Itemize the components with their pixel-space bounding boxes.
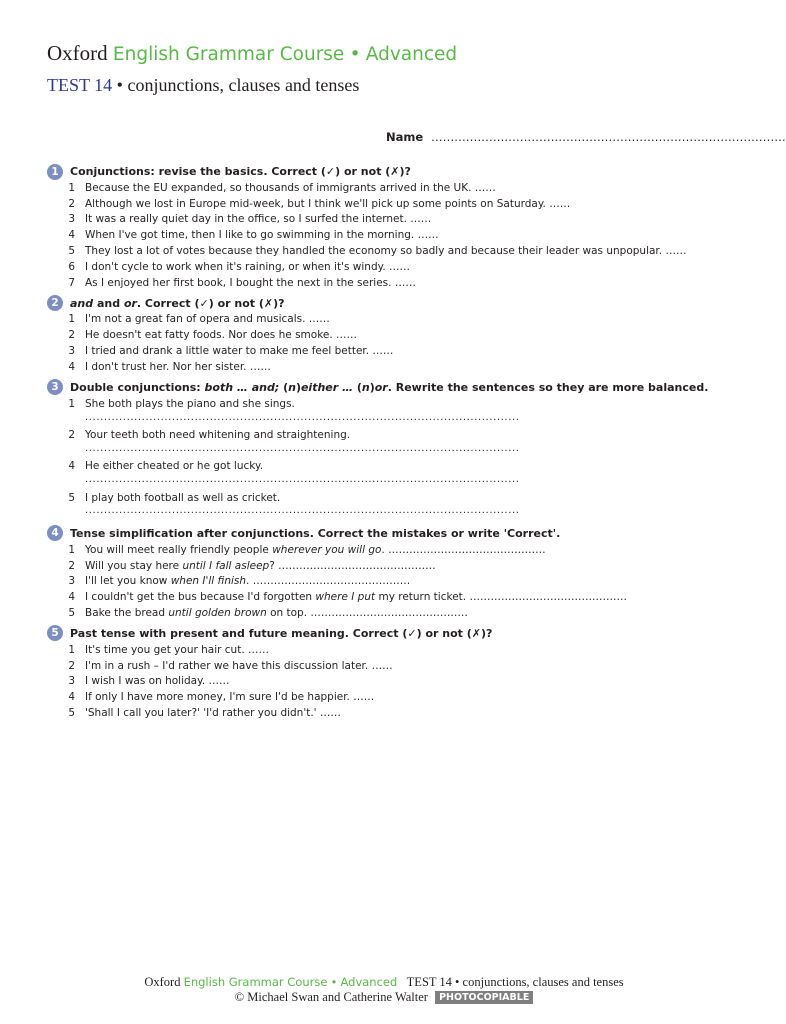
list-item	[47, 542, 727, 558]
section-number-badge: 5	[47, 625, 63, 641]
item-number: 1	[68, 397, 75, 410]
list-item	[47, 658, 727, 674]
item-text: I tried and drank a little water to make me feel better. ……	[85, 345, 394, 358]
item-number: 2	[68, 428, 75, 441]
item-text: Because the EU expanded, so thousands of immigrants arrived in the UK. ……	[85, 181, 496, 194]
item-text: I play both football as well as cricket.	[85, 491, 281, 504]
item-number: 3	[68, 213, 75, 226]
list-item	[47, 458, 727, 474]
item-number: 5	[68, 707, 75, 720]
list-item	[47, 605, 727, 621]
section-number-badge: 1	[47, 164, 63, 180]
item-number: 1	[68, 543, 75, 556]
brand-oxford: Oxford	[47, 41, 108, 65]
section-heading	[47, 525, 727, 542]
item-text: They lost a lot of votes because they handled the economy so badly and because their leader was unpopular. ……	[85, 245, 687, 258]
item-number: 1	[68, 643, 75, 656]
item-number: 1	[68, 313, 75, 326]
footer-copyright-line	[0, 990, 768, 1005]
list-item	[47, 689, 727, 705]
item-text: If only I have more money, I'm sure I'd be happier. ……	[85, 691, 375, 704]
list-item	[47, 212, 727, 228]
item-number: 6	[68, 260, 75, 273]
section-heading	[47, 379, 727, 396]
section-number-badge: 2	[47, 295, 63, 311]
footer-bullet: •	[330, 975, 338, 989]
page-footer	[0, 975, 768, 1005]
section-3	[47, 379, 727, 521]
test-label: TEST 14	[47, 75, 113, 95]
answer-line[interactable]: ...................................................................................................................	[85, 505, 520, 517]
footer-copyright: © Michael Swan and Catherine Walter	[234, 990, 428, 1004]
item-number: 3	[68, 345, 75, 358]
brand-level: Advanced	[365, 44, 458, 65]
section-title: Double conjunctions: both … and; (n)either … (n)or. Rewrite the sentences so they are more balanced.	[70, 380, 709, 394]
item-number: 7	[68, 276, 75, 289]
section-heading	[47, 295, 727, 312]
item-text: Your teeth both need whitening and straightening.	[85, 428, 351, 441]
item-number: 3	[68, 675, 75, 688]
item-number: 5	[68, 607, 75, 620]
section-title: Conjunctions: revise the basics. Correct (✓) or not (✗)?	[70, 165, 411, 178]
item-text: He doesn't eat fatty foods. Nor does he smoke. ……	[85, 329, 358, 342]
item-text: Although we lost in Europe mid-week, but I think we'll pick up some points on Saturday. ……	[85, 197, 571, 210]
item-number: 2	[68, 659, 75, 672]
list-item	[47, 312, 727, 328]
item-number: 4	[68, 460, 75, 473]
list-item	[47, 674, 727, 690]
item-number: 5	[68, 245, 75, 258]
item-text: Will you stay here until I fall asleep? ………………………………………	[85, 559, 436, 572]
brand-title	[47, 40, 727, 68]
brand-course: English Grammar Course	[112, 44, 345, 65]
item-text: You will meet really friendly people wherever you will go. ………………………………………	[85, 543, 546, 556]
name-field[interactable]	[386, 129, 786, 145]
section-heading	[47, 625, 727, 642]
footer-course: English Grammar Course	[183, 975, 328, 989]
section-1	[47, 163, 727, 291]
list-item	[47, 427, 727, 443]
item-number: 4	[68, 591, 75, 604]
photocopiable-badge: PHOTOCOPIABLE	[435, 991, 533, 1004]
exercise-content	[47, 163, 727, 725]
item-text: She both plays the piano and she sings.	[85, 397, 295, 410]
item-number: 2	[68, 197, 75, 210]
footer-test: TEST 14 • conjunctions, clauses and tenses	[406, 975, 624, 989]
list-item	[47, 180, 727, 196]
list-item	[47, 490, 727, 506]
list-item	[47, 275, 727, 291]
list-item	[47, 259, 727, 275]
footer-level: Advanced	[340, 975, 398, 989]
item-text: I'm not a great fan of opera and musicals. ……	[85, 313, 330, 326]
test-subtitle: • conjunctions, clauses and tenses	[116, 75, 360, 95]
list-item	[47, 642, 727, 658]
list-item	[47, 359, 727, 375]
item-number: 4	[68, 691, 75, 704]
list-item	[47, 589, 727, 605]
list-item	[47, 705, 727, 721]
list-item	[47, 196, 727, 212]
footer-oxford: Oxford	[144, 975, 181, 989]
list-item	[47, 558, 727, 574]
answer-line[interactable]: ...................................................................................................................	[85, 411, 520, 423]
page-header	[47, 40, 727, 96]
section-heading	[47, 163, 727, 180]
item-text: It was a really quiet day in the office, so I surfed the internet. ……	[85, 213, 432, 226]
section-title: Past tense with present and future meaning. Correct (✓) or not (✗)?	[70, 626, 493, 640]
section-title: and and or. Correct (✓) or not (✗)?	[70, 296, 285, 310]
item-number: 4	[68, 360, 75, 373]
section-2	[47, 295, 727, 375]
list-item	[47, 327, 727, 343]
item-text: I'll let you know when I'll finish. ………………………………………	[85, 575, 411, 588]
list-item	[47, 343, 727, 359]
item-number: 3	[68, 575, 75, 588]
name-label: Name	[386, 130, 424, 144]
list-item	[47, 243, 727, 259]
test-title	[47, 74, 727, 96]
answer-line[interactable]: ...................................................................................................................	[85, 442, 520, 454]
item-text: Bake the bread until golden brown on top. ………………………………………	[85, 607, 468, 620]
footer-title	[0, 975, 768, 990]
section-title: Tense simplification after conjunctions. Correct the mistakes or write 'Correct'.	[70, 526, 561, 540]
section-number-badge: 3	[47, 379, 63, 395]
item-number: 4	[68, 229, 75, 242]
item-number: 2	[68, 559, 75, 572]
item-text: As I enjoyed her first book, I bought the next in the series. ……	[85, 276, 416, 289]
item-number: 2	[68, 329, 75, 342]
list-item	[47, 227, 727, 243]
list-item	[47, 574, 727, 590]
item-text: He either cheated or he got lucky.	[85, 460, 264, 473]
item-text: I wish I was on holiday. ……	[85, 675, 230, 688]
section-number-badge: 4	[47, 525, 63, 541]
item-text: When I've got time, then I like to go swimming in the morning. ……	[85, 229, 439, 242]
item-text: I don't trust her. Nor her sister. ……	[85, 360, 271, 373]
item-number: 1	[68, 181, 75, 194]
answer-line[interactable]: ...................................................................................................................	[85, 474, 520, 486]
section-4	[47, 525, 727, 621]
name-dotted-line[interactable]: ............................................................................................	[431, 130, 786, 144]
section-5	[47, 625, 727, 721]
list-item	[47, 396, 727, 412]
item-text: I couldn't get the bus because I'd forgotten where I put my return ticket. ………………………………………	[85, 591, 627, 604]
brand-bullet: •	[349, 44, 361, 65]
item-number: 5	[68, 491, 75, 504]
item-text: I'm in a rush – I'd rather we have this discussion later. ……	[85, 659, 393, 672]
item-text: 'Shall I call you later?' 'I'd rather you didn't.' ……	[85, 707, 341, 720]
item-text: I don't cycle to work when it's raining, or when it's windy. ……	[85, 260, 410, 273]
item-text: It's time you get your hair cut. ……	[85, 643, 270, 656]
